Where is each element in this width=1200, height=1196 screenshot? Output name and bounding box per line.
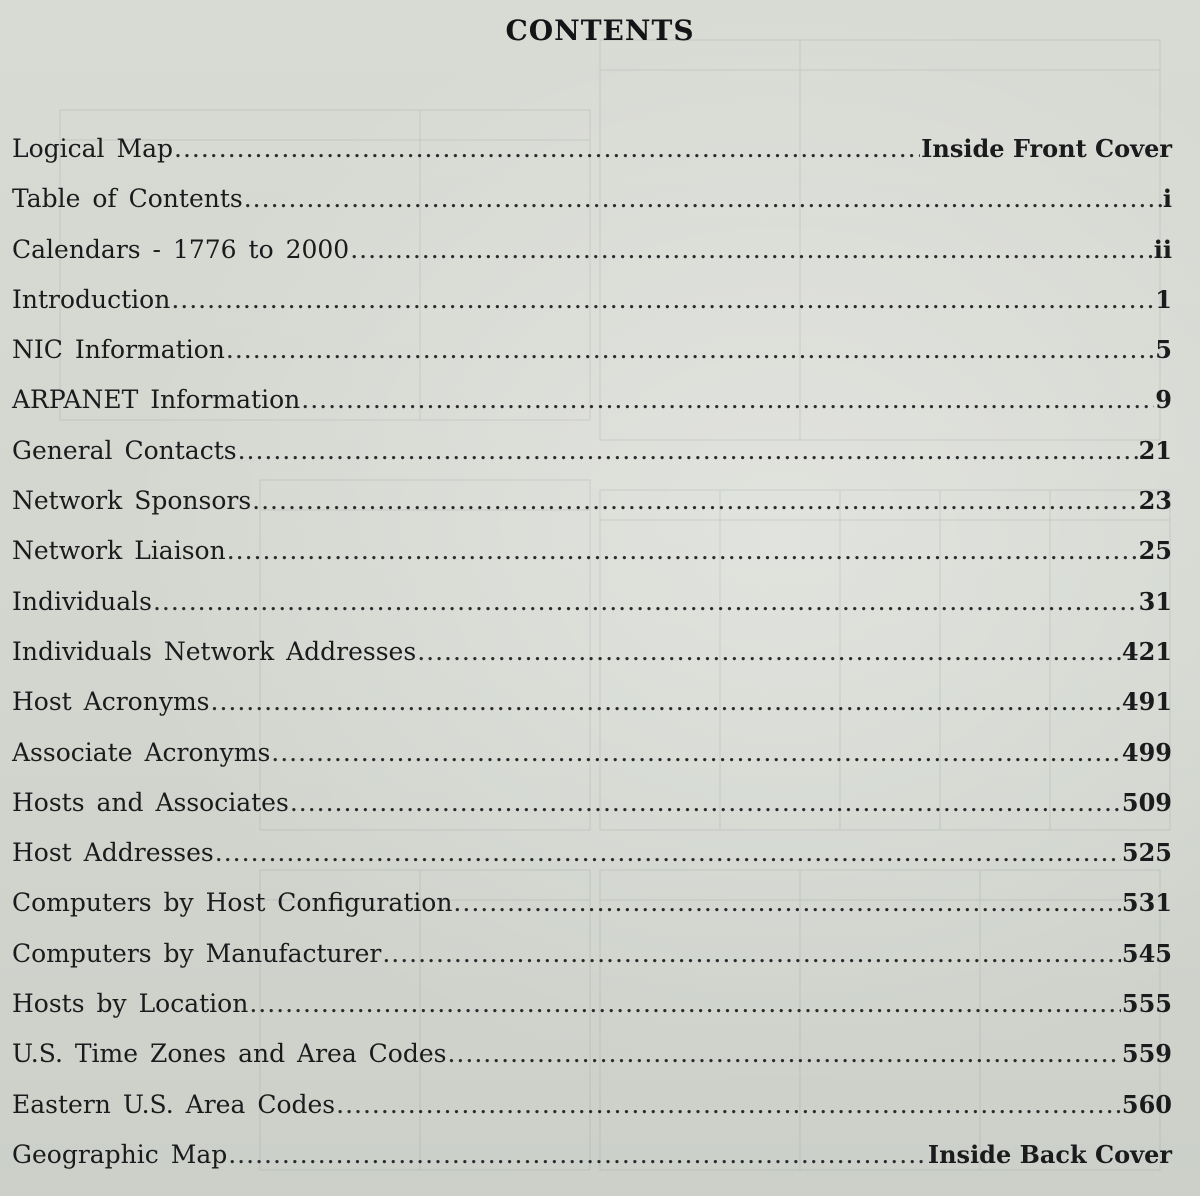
entry-page: 545 [1121, 938, 1172, 968]
entry-label: General Contacts [12, 435, 237, 465]
contents-entry [12, 235, 1172, 285]
dot-leader [244, 184, 1162, 213]
dot-leader [336, 1090, 1121, 1119]
entry-page: Inside Front Cover [921, 134, 1172, 163]
page-title: CONTENTS [505, 14, 695, 47]
dot-leader [227, 536, 1138, 565]
contents-list [12, 134, 1172, 1190]
contents-entry [12, 838, 1172, 888]
dot-leader [271, 738, 1121, 767]
dot-leader [211, 687, 1121, 716]
entry-label: Introduction [12, 284, 171, 314]
contents-entry [12, 788, 1172, 838]
contents-entry [12, 637, 1172, 687]
entry-label: Hosts and Associates [12, 787, 289, 817]
entry-label: Logical Map [12, 134, 174, 163]
entry-page: 491 [1121, 687, 1172, 717]
entry-label: Table of Contents [12, 184, 243, 214]
contents-entry [12, 939, 1172, 989]
entry-page: 21 [1138, 435, 1172, 465]
dot-leader [238, 436, 1138, 465]
entry-label: U.S. Time Zones and Area Codes [12, 1039, 447, 1069]
entry-label: Hosts by Location [12, 989, 249, 1019]
dot-leader [171, 285, 1154, 314]
entry-label: Network Liaison [12, 536, 226, 566]
contents-entry [12, 436, 1172, 486]
contents-entry [12, 738, 1172, 788]
entry-page: 531 [1121, 888, 1172, 918]
contents-entry [12, 1039, 1172, 1089]
contents-entry [12, 486, 1172, 536]
contents-entry [12, 1090, 1172, 1140]
entry-page: 559 [1121, 1039, 1172, 1069]
contents-entry [12, 385, 1172, 435]
dot-leader [453, 888, 1120, 917]
contents-entry [12, 536, 1172, 586]
entry-page: i [1162, 184, 1172, 214]
entry-label: Network Sponsors [12, 486, 252, 516]
entry-label: Geographic Map [12, 1139, 228, 1169]
entry-page: 5 [1155, 335, 1172, 365]
dot-leader [301, 385, 1154, 414]
entry-label: Individuals [12, 586, 152, 616]
entry-label: Eastern U.S. Area Codes [12, 1089, 336, 1119]
dot-leader [252, 486, 1137, 515]
entry-page: 25 [1138, 536, 1172, 566]
contents-entry [12, 285, 1172, 335]
entry-label: Calendars - 1776 to 2000 [12, 234, 350, 264]
contents-entry [12, 687, 1172, 737]
contents-entry [12, 989, 1172, 1039]
entry-page: 525 [1121, 838, 1172, 868]
dot-leader [228, 1140, 927, 1169]
entry-label: Computers by Manufacturer [12, 938, 382, 968]
entry-page: 555 [1121, 989, 1172, 1019]
contents-entry [12, 134, 1172, 184]
entry-page: Inside Back Cover [927, 1139, 1172, 1169]
dot-leader [417, 637, 1121, 666]
dot-leader [215, 838, 1121, 867]
entry-label: Host Acronyms [12, 687, 210, 717]
contents-entry [12, 184, 1172, 234]
dot-leader [350, 235, 1153, 264]
entry-page: ii [1153, 234, 1172, 264]
contents-entry [12, 335, 1172, 385]
dot-leader [226, 335, 1154, 364]
entry-label: NIC Information [12, 335, 225, 365]
dot-leader [174, 134, 920, 163]
entry-page: 560 [1121, 1089, 1172, 1119]
entry-page: 421 [1121, 636, 1172, 666]
contents-entry [12, 1140, 1172, 1190]
contents-entry [12, 587, 1172, 637]
dot-leader [249, 989, 1121, 1018]
entry-page: 23 [1138, 486, 1172, 516]
entry-page: 9 [1155, 385, 1172, 415]
entry-page: 1 [1155, 284, 1172, 314]
entry-label: Host Addresses [12, 838, 214, 868]
entry-page: 499 [1121, 737, 1172, 767]
entry-label: Computers by Host Configuration [12, 888, 453, 918]
dot-leader [382, 939, 1121, 968]
dot-leader [290, 788, 1121, 817]
dot-leader [447, 1039, 1120, 1068]
entry-label: Associate Acronyms [12, 737, 271, 767]
entry-label: ARPANET Information [12, 385, 301, 415]
entry-page: 509 [1121, 787, 1172, 817]
dot-leader [153, 587, 1138, 616]
entry-label: Individuals Network Addresses [12, 636, 417, 666]
contents-entry [12, 888, 1172, 938]
entry-page: 31 [1138, 586, 1172, 616]
